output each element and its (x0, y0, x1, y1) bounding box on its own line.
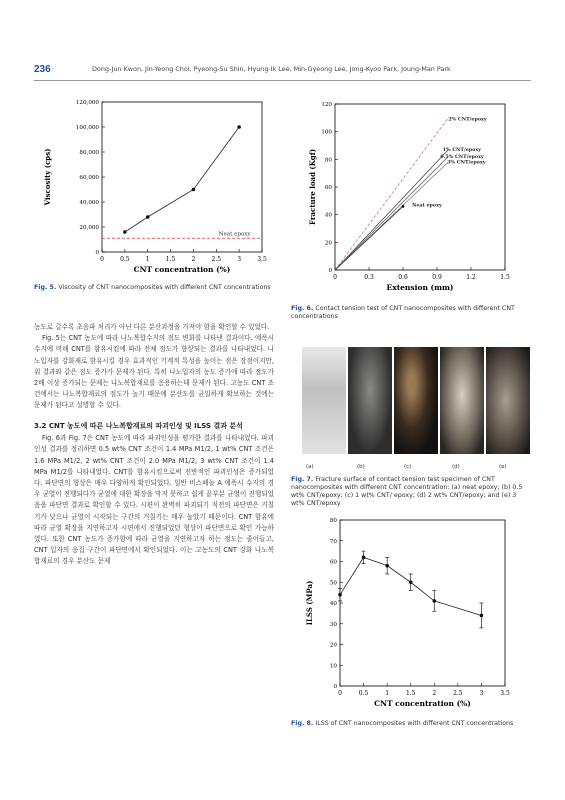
fig6-xtick-label: 1.5 (500, 274, 510, 281)
fig5-data-point (123, 230, 127, 234)
fig5-xlabel: CNT concentration (%) (133, 265, 231, 274)
fig8-ytick-label: 50 (329, 580, 337, 587)
fig8-caption-text: ILSS of CNT nanocomposites with different CNT concentrations (315, 720, 514, 727)
fig5-ytick-label: 60,000 (79, 175, 99, 181)
header-rule (34, 80, 531, 81)
fig8-caption (291, 720, 527, 728)
fig6-ytick-label: 80 (324, 157, 332, 164)
fig5-xtick-label: 0.5 (120, 256, 130, 263)
fig8-data-point (480, 614, 484, 618)
fig7-panel-a: (a) (306, 464, 314, 470)
fig5-xtick-label: 1.5 (165, 256, 176, 263)
fig6-caption-text: Contact tension test of CNT nanocomposites with different CNT concentrations (291, 305, 515, 320)
fig8-xlabel: CNT concentration (%) (374, 699, 471, 708)
fig8-xtick-label: 3 (479, 690, 484, 697)
fig5-ytick-label: 100,000 (75, 125, 99, 131)
fig8-data-point (385, 564, 389, 568)
fig8-xtick-label: 2.5 (453, 690, 463, 697)
fig5-xtick-label: 2.5 (211, 256, 222, 263)
fig8-ytick-label: 30 (329, 621, 337, 628)
fig6-xtick-label: 0.3 (364, 274, 374, 281)
fig6-xtick-label: 1.2 (466, 274, 476, 281)
fig7-panel-d: (d) (452, 464, 460, 470)
fig5-data-point (237, 125, 241, 129)
fig6-series-label: 0.5% CNT/epoxy (440, 153, 484, 160)
fig8-ylabel: ILSS (MPa) (305, 580, 314, 626)
fig6-neat-endpoint (402, 205, 405, 208)
fig6-xtick-label: 0.6 (398, 274, 408, 281)
paragraph-1: 농도로 갈수록 초음파 처리가 아닌 다른 분산과정을 가져야 함을 확인할 수 있었다. (34, 323, 270, 331)
fig5-xtick-label: 0 (100, 256, 104, 263)
fig7-panel-b: (b) (357, 464, 365, 470)
fig7-photo-a-left (302, 347, 346, 454)
fig7-caption-text: Fracture surface of contact tension test specimen of CNT nanocomposites with different CNT concentration: (a) neat epoxy; (b) 0.5 wt% CNT/epoxy; (c) 1 wt% CNT/ epoxy; (d) 2 wt% CNT/epoxy; and (e) 3 wt% CNT/epoxy (291, 476, 523, 507)
fig5-neat-epoxy-label: Neat epoxy (218, 231, 251, 238)
fig8-xtick-label: 0.5 (358, 690, 369, 697)
fig5-label: Fig. 5. (34, 284, 57, 291)
fig7-photo-b (394, 347, 438, 454)
fig8-ytick-label: 60 (329, 559, 337, 566)
fig8-xtick-label: 3.5 (500, 690, 510, 697)
fig8-ytick-label: 70 (329, 538, 337, 545)
fig8-xtick-label: 0 (338, 690, 342, 697)
fig5-ytick-label: 120,000 (75, 100, 99, 106)
fig6-series-line (335, 157, 448, 270)
fig8-data-point (338, 593, 342, 597)
paragraph-2: Fig. 5는 CNT 농도에 따라 나노복합수지의 점도 변화를 나타낸 결과이다. 에폭시 수지에 비해 CNT를 함유시킴에 따라 전체 점도가 향상되는 결과를 나타내었다. 나노입자를 강화재로 함유시킬 경우 효과적인 기계적 특성을 높이는 점은 장점이지만, 위 결과와 같은 점도 증가가 문제가 된다. 특히 나노입자의 농도 증가에 따라 점도가 2배 이상 증가되는 문제는 나노복합재료를 응용하는데 문제가 된다. 고농도 CNT 조건에서는 나노복합재료의 점도가 높기 때문에 분산도를 균일하게 확보하는 것에는 문제가 된다고 설명할 수 있다. (34, 334, 274, 410)
paragraph-3: Fig. 6과 Fig. 7은 CNT 농도에 따라 파괴인성을 평가한 결과를 나타내었다. 파괴인성 결과를 정리하면 0.5 wt% CNT 조건이 1.4 MPa M1/2, 1 wt% CNT 조건은 1.6 MPa M1/2, 2 wt% CNT 조건이 2.0 MPa M1/2, 3 wt% CNT 조건이 1.4 MPa M1/2를 나타내었다. CNT를 함유시킴으로써 전반적인 파괴인성은 증가되었다. 파단면의 형상은 매우 다양하게 확인되었다. 일반 비스페놀 A 에폭시 수지의 경우 균열이 진행되다가 균열에 대한 확장을 막지 못하고 쉽게 끝부분 균열이 진행되었음을 파단면 결과로 확인할 수 있다. 시편이 완벽히 파괴되기 직전의 파단면은 거칠기가 낮으나 균열이 시작되는 구간의 거칠기는 매우 높았기 때문이다. CNT 함유에 따라 균열 확장을 지연하고자 시편에서 진행되었던 형상이 파단면으로 확인 가능하였다. 또한 CNT 농도가 증가함에 따라 균열을 지연하고자 하는 정도는 줄어들고, CNT 입자의 응집 구간이 파단면에서 확인되었다. 이는 고농도의 CNT 강화 나노복합재료의 경우 분산도 문제 (34, 434, 274, 566)
fig6-series-line (335, 118, 448, 270)
fig8-data-point (432, 599, 436, 603)
fig6-series-label: 3% CNT/epoxy (447, 159, 486, 166)
fig7-photo-c (440, 347, 484, 454)
fig5-ytick-label: 80,000 (79, 150, 99, 156)
running-header-authors: Dong-Jun Kwon, Jin-Yeong Choi, Pyeong-Su Shin, Hyung-Ik Lee, Min-Gyeong Lee, Jong-Kyoo Park, Joung-Man Park (92, 65, 451, 73)
fig5-chart (40, 96, 275, 282)
fig8-plot (305, 518, 510, 708)
fig7-caption (291, 476, 527, 508)
fig6-xtick-label: 0.9 (432, 274, 442, 281)
fig6-ytick-label: 120 (321, 102, 332, 108)
fig5-plot (43, 100, 267, 274)
fig8-xtick-label: 1 (385, 690, 390, 697)
fig7-panel-e: (e) (499, 464, 507, 470)
fig5-data-point (192, 188, 196, 192)
fig6-ytick-label: 40 (324, 212, 332, 219)
fig6-series-line (335, 206, 403, 270)
fig8-ytick-label: 80 (329, 518, 337, 524)
fig6-plot (308, 102, 510, 292)
fig6-series-line (335, 150, 448, 270)
fig8-label: Fig. 8. (291, 720, 314, 727)
fig8-data-point (362, 556, 366, 560)
fig6-series-label: 2% CNT/epoxy (448, 116, 487, 123)
fig6-ytick-label: 20 (324, 240, 332, 247)
fig5-xtick-label: 3 (237, 256, 242, 263)
fig6-xlabel: Extension (mm) (386, 283, 454, 292)
fig5-xtick-label: 3.5 (257, 256, 267, 263)
fig7-photo-d (486, 347, 530, 454)
fig5-ytick-label: 20,000 (79, 225, 99, 231)
fig5-xtick-label: 1 (145, 256, 150, 263)
fig7-photo-a (348, 347, 392, 454)
fig5-xtick-label: 2 (191, 256, 196, 263)
fig6-ytick-label: 60 (324, 185, 332, 191)
fig6-xtick-label: 0 (333, 274, 337, 281)
body-column-left (34, 322, 274, 568)
fig8-chart (300, 512, 532, 717)
fig5-caption (34, 284, 274, 292)
fig8-ytick-label: 40 (329, 601, 337, 607)
fig5-ytick-label: 0 (95, 250, 99, 256)
fig7-label: Fig. 7. (291, 476, 314, 483)
section-heading: 3.2 CNT 농도에 따른 나노복합재료의 파괴인성 및 ILSS 결과 분석 (34, 421, 243, 430)
fig6-ytick-label: 0 (328, 268, 332, 274)
fig8-xtick-label: 1.5 (405, 690, 416, 697)
fig8-data-point (409, 580, 413, 584)
fig6-caption (291, 305, 527, 321)
fig6-ylabel: Fracture load (Kgf) (308, 148, 317, 226)
page-number: 236 (34, 64, 51, 75)
fig5-caption-text: Viscosity of CNT nanocomposites with different CNT concentrations (58, 284, 271, 291)
fig6-series-label: 1% CNT/epoxy (442, 147, 482, 154)
fig6-series-label: Neat epoxy (412, 202, 442, 209)
fig8-ytick-label: 0 (333, 684, 337, 690)
fig6-axes-frame (335, 104, 505, 270)
fig5-axes-frame (102, 102, 262, 252)
fig5-ytick-label: 40,000 (79, 200, 99, 206)
fig5-ylabel: Viscosity (cps) (43, 148, 52, 206)
fig8-xtick-label: 2 (432, 690, 437, 697)
fig6-label: Fig. 6. (291, 305, 314, 312)
fig8-ytick-label: 20 (329, 642, 337, 649)
fig6-ytick-label: 100 (321, 129, 332, 136)
fig6-chart (293, 98, 533, 302)
fig5-series-line (125, 127, 239, 232)
fig8-ytick-label: 10 (329, 663, 337, 670)
fig7-panel-c: (c) (404, 464, 412, 470)
fig5-data-point (146, 215, 150, 219)
